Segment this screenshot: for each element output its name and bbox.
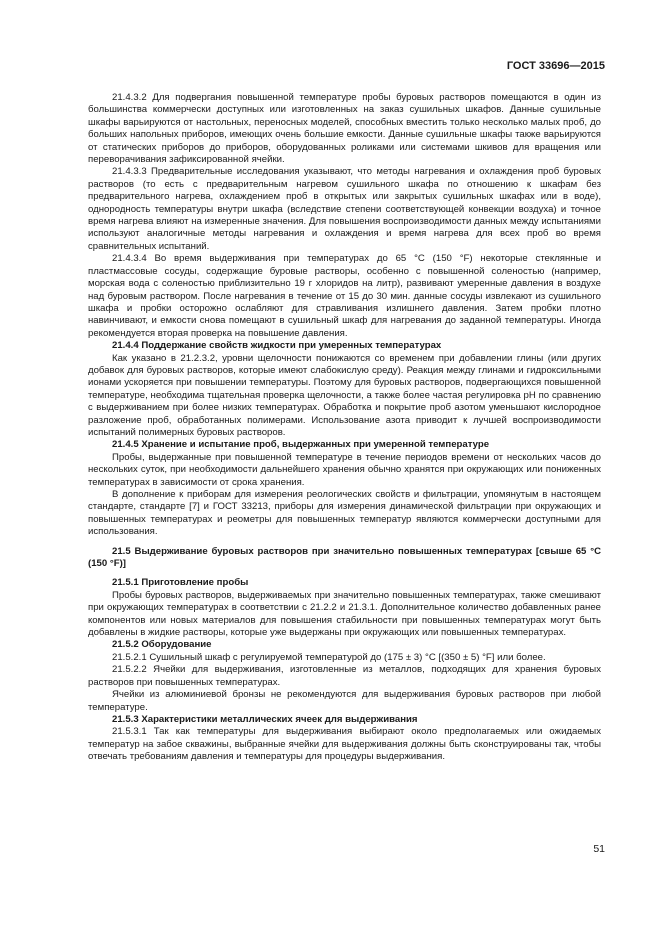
section-heading: 21.5.3 Характеристики металлических ячеек для выдерживания	[112, 713, 418, 725]
section-heading: 21.4.5 Хранение и испытание проб, выдержанных при умеренной температуре	[112, 439, 490, 451]
paragraph: Ячейки из алюминиевой бронзы не рекомендуются для выдерживания буровых растворов при любой температуре.	[88, 689, 601, 713]
section-heading: 21.4.4 Поддержание свойств жидкости при умеренных температурах	[112, 340, 442, 352]
paragraph: Как указано в 21.2.3.2, уровни щелочности понижаются со временем при добавлении глины (или других добавок для буровых растворов, которые имеют слабокислую среду). Реакция между глинами и гидроксильными ионами ускоряется при повышении температуры. Поэтому для буровых растворов, подвергающихся повышенной температуре, необходима тщательная проверка щелочности, а также более частая регулировка pH по сравнению с выдерживанием при более низких температурах. Обработка и покрытие проб азотом уменьшают кислородное разложение проб, обработанных полимерами. Использование азота приводит к лучшей воспроизводимости испытаний полимерных буровых растворов.	[88, 352, 601, 438]
document-body	[88, 92, 601, 764]
paragraph: 21.4.3.2 Для подвергания повышенной температуре пробы буровых растворов помещаются в один из большинства коммерчески доступных или изготовленных на заказ сушильных шкафов. Данные сушильные шкафы варьируются от настольных, переносных моделей, способных вместить только несколько малых проб, до больших напольных приборов, имеющих очень большие емкости. Данные сушильные шкафы также варьируются от статических приборов до приборов, оборудованных роликами или системами шкивов для вращения или переворачивания зафиксированной ячейки.	[88, 92, 601, 166]
paragraph: 21.5.3.1 Так как температуры для выдерживания выбирают около предполагаемых или ожидаемых температур на забое скважины, выбранные ячейки для выдерживания должны быть сконструированы так, чтобы отвечать требованиям давления и температуры для процедуры выдерживания.	[88, 726, 601, 763]
paragraph: 21.4.3.4 Во время выдерживания при температурах до 65 °С (150 °F) некоторые стеклянные и пластмассовые сосуды, содержащие буровые растворы, особенно с повышенной соленостью (например, морская вода с соленостью приблизительно 19 г хлоридов на литр), развивают умеренные давления в воздухе над буровым раствором. После нагревания в течение от 15 до 30 мин. данные сосуды извлекают из сушильного шкафа и пробки осторожно ослабляют для стравливания излишнего давления. Затем пробки плотно навинчивают, и емкости снова помещают в сушильный шкаф для нагревания до заданной температуры. Иногда рекомендуется вторая проверка на повышение давления.	[88, 253, 601, 339]
page-number: 51	[593, 843, 605, 855]
paragraph: В дополнение к приборам для измерения реологических свойств и фильтрации, упомянутым в настоящем стандарте, стандарте [7] и ГОСТ 33213, приборы для измерения динамической фильтрации при окружающих и повышенных температурах и реометры для повышенных температур являются коммерчески доступными для использования.	[88, 489, 601, 538]
paragraph: 21.5.2.1 Сушильный шкаф с регулируемой температурой до (175 ± 3) °С [(350 ± 5) °F] или более.	[112, 651, 546, 663]
section-heading: 21.5 Выдерживание буровых растворов при значительно повышенных температурах [свыше 65 °С (150 °F)]	[88, 545, 601, 570]
section-heading: 21.5.1 Приготовление пробы	[112, 577, 249, 589]
paragraph: Пробы буровых растворов, выдерживаемых при значительно повышенных температурах, также смешивают при окружающих температурах в соответствии с 21.2.2 и 21.3.1. Дополнительное количество добавленных ранее компонентов или новых материалов для повышения стабильности при повышенных температурах могут быть добавлены в жидкие растворы, которые уже выдержаны при окружающих или повышенных температурах.	[88, 589, 601, 639]
section-heading: 21.5.2 Оборудование	[112, 639, 212, 651]
paragraph: 21.4.3.3 Предварительные исследования указывают, что методы нагревания и охлаждения проб буровых растворов (то есть с предварительным нагревом сушильного шкафа по отношению к шкафам без предварительного нагрева, охлаждением проб в открытых или закрытых сушильных шкафах или в воде), однородность температуры внутри шкафа (вследствие степени соответствующей конвекции воздуха) и точное время нагрева влияют на измеренные значения. Для повышения воспроизводимости данных между испытаниями используют аналогичные методы нагревания и охлаждения и время нагрева для всех проб во время сравнительных испытаний.	[88, 166, 601, 252]
paragraph-gap	[88, 570, 601, 577]
paragraph: 21.5.2.2 Ячейки для выдерживания, изготовленные из металлов, подходящих для хранения буровых растворов при повышенных температурах.	[88, 664, 601, 688]
standard-header: ГОСТ 33696—2015	[506, 60, 605, 72]
paragraph-gap	[88, 539, 601, 546]
paragraph: Пробы, выдержанные при повышенной температуре в течение периодов времени от нескольких часов до нескольких суток, при необходимости дальнейшего хранения обычно хранятся при окружающих или пониженных температурах в зависимости от срока хранения.	[88, 451, 601, 488]
